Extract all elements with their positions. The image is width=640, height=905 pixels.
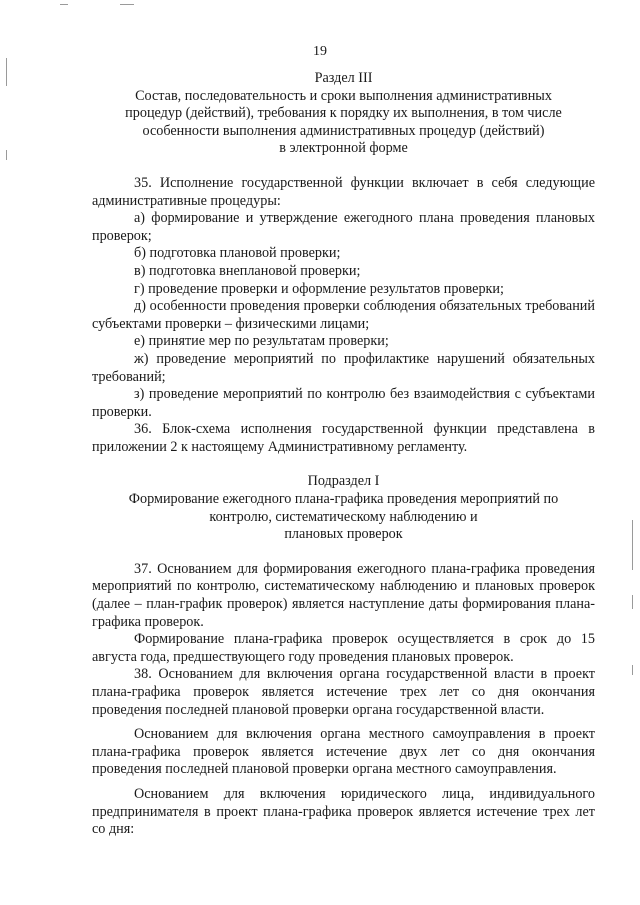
list-item-a: а) формирование и утверждение ежегодного плана проведения плановых проверок; (92, 210, 595, 244)
scan-mark-right-3 (632, 665, 633, 675)
section-subtitle-line: в электронной форме (279, 140, 408, 157)
subsection-subtitle-line: Формирование ежегодного плана-графика проведения мероприятий по (128, 491, 559, 508)
scan-mark-right-1 (632, 520, 633, 570)
section-title: Раздел III (314, 70, 373, 86)
scan-mark-left-mid (6, 150, 7, 160)
list-item-g: г) проведение проверки и оформление результатов проверки; (134, 280, 504, 297)
subsection-subtitle-line: плановых проверок (284, 526, 403, 543)
paragraph-local-government: Основанием для включения органа местного самоуправления в проект плана-графика проверок является истечение двух лет со дня окончания проведения последней плановой проверки органа местного самоуправления. (92, 726, 595, 778)
list-item-b: б) подготовка плановой проверки; (134, 245, 341, 262)
scan-mark-left-top (6, 58, 7, 86)
section-subtitle-line: Состав, последовательность и сроки выполнения административных (135, 87, 552, 104)
list-item-e: е) принятие мер по результатам проверки; (134, 333, 389, 350)
subsection-title: Подраздел I (307, 473, 380, 490)
scan-mark-top-1 (60, 4, 68, 5)
list-item-v: в) подготовка внеплановой проверки; (134, 262, 361, 279)
paragraph-37: 37. Основанием для формирования ежегодного плана-графика проведения мероприятий по контролю, систематическому наблюдению и плановых проверок (далее – план-график проверок) является наступление даты формирования плана-графика проверок. (92, 560, 595, 630)
list-item-zh: ж) проведение мероприятий по профилактике нарушений обязательных требований; (92, 350, 595, 385)
document-body (92, 70, 595, 839)
paragraph-36: 36. Блок-схема исполнения государственной функции представлена в приложении 2 к настоящему Административному регламенту. (92, 421, 595, 455)
paragraph-legal-entity: Основанием для включения юридического лица, индивидуального предпринимателя в проект плана-графика проверок является истечение трех лет со дня: (92, 785, 595, 838)
scan-mark-top-2 (120, 4, 134, 5)
section-heading (92, 70, 595, 158)
paragraph-38: 38. Основанием для включения органа государственной власти в проект плана-графика проверок является истечение трех лет со дня окончания проведения последней плановой проверки органа государственной власти. (92, 666, 595, 718)
subsection-subtitle-line: контролю, систематическому наблюдению и (209, 508, 478, 525)
list-item-d: д) особенности проведения проверки соблюдения обязательных требований субъектами проверки – физическими лицами; (92, 298, 595, 332)
subsection-heading (92, 473, 595, 543)
list-item-z: з) проведение мероприятий по контролю без взаимодействия с субъектами проверки. (92, 386, 595, 420)
paragraph-37-deadline: Формирование плана-графика проверок осуществляется в срок до 15 августа года, предшествующего году проведения плановых проверок. (92, 631, 595, 665)
section-subtitle-line: особенности выполнения административных процедур (действий) (142, 122, 545, 139)
paragraph-35: 35. Исполнение государственной функции включает в себя следующие административные процедуры: (92, 174, 595, 209)
section-subtitle-line: процедур (действий), требования к порядку их выполнения, в том числе (125, 105, 562, 122)
scan-mark-right-2 (632, 595, 633, 609)
page-number: 19 (313, 44, 327, 59)
